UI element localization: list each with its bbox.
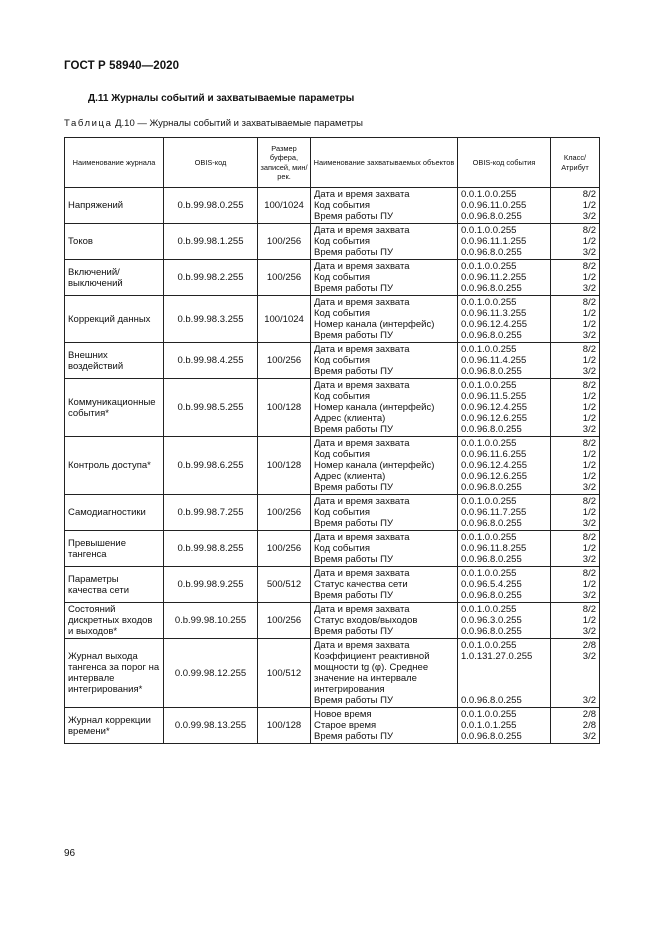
captured-objects-cell-line: значение на интервале <box>314 673 417 684</box>
captured-objects-cell-line: Статус входов/выходов <box>314 615 418 626</box>
event-obis-cell-line: 0.0.96.12.6.255 <box>461 471 528 482</box>
event-obis-cell-line: 0.0.1.0.1.255 <box>461 720 517 731</box>
event-obis-cell-line: 0.0.1.0.0.255 <box>461 380 517 391</box>
captured-objects-cell <box>311 260 458 296</box>
class-attribute-cell-line: 8/2 <box>582 532 596 543</box>
captured-objects-cell-line: Код события <box>314 543 371 554</box>
class-attribute-cell <box>551 531 600 567</box>
captured-objects-cell-line: Адрес (клиента) <box>314 471 386 482</box>
event-obis-cell-line: 0.0.1.0.0.255 <box>461 604 517 615</box>
class-attribute-cell-line: 1/2 <box>582 355 596 366</box>
class-attribute-cell-line: 8/2 <box>582 604 596 615</box>
class-attribute-cell-line: 3/2 <box>582 247 596 258</box>
class-attribute-cell <box>551 224 600 260</box>
captured-objects-cell-line: Время работы ПУ <box>314 283 393 294</box>
captured-objects-cell-line: Время работы ПУ <box>314 482 393 493</box>
captured-objects-cell-line: Дата и время захвата <box>314 640 410 651</box>
log-name-cell: Коррекций данных <box>65 296 164 343</box>
captured-objects-cell <box>311 379 458 437</box>
class-attribute-cell-line: 1/2 <box>582 272 596 283</box>
captured-objects-cell-line: Номер канала (интерфейс) <box>314 319 435 330</box>
log-name-cell: Превышение тангенса <box>65 531 164 567</box>
class-attribute-cell <box>551 260 600 296</box>
buffer-size-cell: 100/256 <box>258 531 311 567</box>
captured-objects-cell-line: Дата и время захвата <box>314 189 410 200</box>
buffer-size-cell: 100/256 <box>258 224 311 260</box>
log-name-cell: Состояний дискретных входов и выходов* <box>65 603 164 639</box>
class-attribute-cell-line: 1/2 <box>582 615 596 626</box>
buffer-size-cell: 100/256 <box>258 260 311 296</box>
class-attribute-cell-line <box>554 684 596 695</box>
log-name-cell: Параметры качества сети <box>65 567 164 603</box>
captured-objects-cell-line: Дата и время захвата <box>314 344 410 355</box>
captured-objects-cell <box>311 296 458 343</box>
col-header-objects: Наименование захватываемых объектов <box>311 138 458 188</box>
captured-objects-cell-line: Время работы ПУ <box>314 330 393 341</box>
log-name-cell: Журнал коррекции времени* <box>65 708 164 744</box>
buffer-size-cell: 100/128 <box>258 437 311 495</box>
captured-objects-cell-line: Код события <box>314 391 371 402</box>
class-attribute-cell-line: 3/2 <box>582 211 596 222</box>
event-obis-cell <box>458 296 551 343</box>
obis-code-cell: 0.0.99.98.13.255 <box>164 708 258 744</box>
event-obis-cell-line: 0.0.96.8.0.255 <box>461 283 522 294</box>
obis-code-cell: 0.b.99.98.2.255 <box>164 260 258 296</box>
captured-objects-cell-line: Код события <box>314 449 371 460</box>
captured-objects-cell-line: Время работы ПУ <box>314 695 393 706</box>
event-obis-cell-line: 0.0.1.0.0.255 <box>461 297 517 308</box>
captured-objects-cell-line: Код события <box>314 236 371 247</box>
event-obis-cell-line: 0.0.96.5.4.255 <box>461 579 522 590</box>
class-attribute-cell-line: 1/2 <box>582 579 596 590</box>
section-title: Д.11 Журналы событий и захватываемые параметры <box>88 93 355 104</box>
event-obis-cell-line: 0.0.96.12.4.255 <box>461 319 528 330</box>
class-attribute-cell-line: 3/2 <box>582 554 596 565</box>
event-obis-cell-line: 0.0.96.8.0.255 <box>461 330 522 341</box>
class-attribute-cell <box>551 639 600 708</box>
class-attribute-cell-line: 1/2 <box>582 236 596 247</box>
captured-objects-cell-line: Код события <box>314 355 371 366</box>
buffer-size-cell: 100/256 <box>258 343 311 379</box>
buffer-size-cell: 100/1024 <box>258 296 311 343</box>
event-obis-cell-line: 0.0.96.11.5.255 <box>461 391 527 402</box>
class-attribute-cell <box>551 343 600 379</box>
event-obis-cell-line: 0.0.1.0.0.255 <box>461 496 517 507</box>
event-obis-cell-line: 0.0.1.0.0.255 <box>461 709 517 720</box>
event-obis-cell-line: 0.0.96.8.0.255 <box>461 695 522 706</box>
table-row <box>65 260 600 296</box>
table-body <box>65 188 600 744</box>
captured-objects-cell-line: Дата и время захвата <box>314 496 410 507</box>
obis-code-cell: 0.b.99.98.10.255 <box>164 603 258 639</box>
class-attribute-cell-line: 3/2 <box>582 283 596 294</box>
class-attribute-cell-line: 8/2 <box>582 380 596 391</box>
event-obis-cell-line: 0.0.96.8.0.255 <box>461 590 522 601</box>
class-attribute-cell-line: 8/2 <box>582 297 596 308</box>
event-obis-cell <box>458 379 551 437</box>
event-obis-cell-line: 0.0.96.11.7.255 <box>461 507 527 518</box>
captured-objects-cell <box>311 437 458 495</box>
class-attribute-cell-line: 1/2 <box>582 449 596 460</box>
table-header-row <box>65 138 600 188</box>
obis-code-cell: 0.b.99.98.3.255 <box>164 296 258 343</box>
obis-code-cell: 0.b.99.98.7.255 <box>164 495 258 531</box>
log-name-cell: Самодиагностики <box>65 495 164 531</box>
captured-objects-cell-line: мощности tg (φ). Среднее <box>314 662 429 673</box>
captured-objects-cell <box>311 343 458 379</box>
event-obis-cell-line: 0.0.96.12.4.255 <box>461 460 528 471</box>
table-caption-prefix: Таблица <box>64 118 113 129</box>
log-name-cell: Контроль доступа* <box>65 437 164 495</box>
class-attribute-cell-line: 1/2 <box>582 460 596 471</box>
event-obis-cell-line: 0.0.96.12.6.255 <box>461 413 528 424</box>
obis-code-cell: 0.b.99.98.1.255 <box>164 224 258 260</box>
captured-objects-cell-line: Время работы ПУ <box>314 731 393 742</box>
buffer-size-cell: 100/1024 <box>258 188 311 224</box>
class-attribute-cell <box>551 708 600 744</box>
class-attribute-cell-line: 3/2 <box>582 626 596 637</box>
event-obis-cell-line: 0.0.1.0.0.255 <box>461 568 517 579</box>
table-caption <box>64 118 363 129</box>
captured-objects-cell-line: Время работы ПУ <box>314 366 393 377</box>
event-obis-cell-line: 0.0.96.11.3.255 <box>461 308 527 319</box>
captured-objects-cell-line: Дата и время захвата <box>314 604 410 615</box>
captured-objects-cell-line: Код события <box>314 507 371 518</box>
captured-objects-cell-line: Коэффициент реактивной <box>314 651 430 662</box>
captured-objects-cell <box>311 567 458 603</box>
log-name-cell: Коммуникационные события* <box>65 379 164 437</box>
obis-code-cell: 0.b.99.98.8.255 <box>164 531 258 567</box>
captured-objects-cell-line: Время работы ПУ <box>314 211 393 222</box>
class-attribute-cell-line: 1/2 <box>582 543 596 554</box>
obis-code-cell: 0.b.99.98.9.255 <box>164 567 258 603</box>
class-attribute-cell-line: 1/2 <box>582 507 596 518</box>
captured-objects-cell-line: Дата и время захвата <box>314 380 410 391</box>
class-attribute-cell-line: 8/2 <box>582 496 596 507</box>
event-obis-cell-line: 0.0.96.11.1.255 <box>461 236 527 247</box>
event-obis-cell-line: 0.0.96.8.0.255 <box>461 626 522 637</box>
class-attribute-cell-line: 3/2 <box>582 695 596 706</box>
event-obis-cell <box>458 260 551 296</box>
class-attribute-cell-line: 2/8 <box>582 640 596 651</box>
captured-objects-cell-line: Дата и время захвата <box>314 297 410 308</box>
table-row <box>65 567 600 603</box>
captured-objects-cell-line: Старое время <box>314 720 377 731</box>
log-name-cell: Журнал выхода тангенса за порог на интервале интегрирования* <box>65 639 164 708</box>
table-row <box>65 343 600 379</box>
document-header: ГОСТ Р 58940—2020 <box>64 60 180 72</box>
col-header-log-name: Наименование журнала <box>65 138 164 188</box>
class-attribute-cell-line: 1/2 <box>582 413 596 424</box>
captured-objects-cell-line: Адрес (клиента) <box>314 413 386 424</box>
event-obis-cell <box>458 567 551 603</box>
class-attribute-cell <box>551 379 600 437</box>
class-attribute-cell-line: 3/2 <box>582 424 596 435</box>
class-attribute-cell-line: 2/8 <box>582 709 596 720</box>
captured-objects-cell-line: Время работы ПУ <box>314 247 393 258</box>
table-row <box>65 531 600 567</box>
event-obis-cell-line <box>461 684 547 695</box>
event-obis-cell-line <box>461 662 547 673</box>
table-caption-text: Д.10 — Журналы событий и захватываемые параметры <box>115 118 363 129</box>
event-obis-cell-line: 1.0.131.27.0.255 <box>461 651 533 662</box>
captured-objects-cell <box>311 495 458 531</box>
event-obis-cell-line: 0.0.1.0.0.255 <box>461 532 517 543</box>
buffer-size-cell: 100/256 <box>258 495 311 531</box>
class-attribute-cell-line: 3/2 <box>582 518 596 529</box>
buffer-size-cell: 100/256 <box>258 603 311 639</box>
class-attribute-cell-line: 1/2 <box>582 308 596 319</box>
event-obis-cell-line: 0.0.96.8.0.255 <box>461 731 522 742</box>
event-obis-cell-line: 0.0.96.11.4.255 <box>461 355 527 366</box>
event-obis-cell-line: 0.0.96.8.0.255 <box>461 518 522 529</box>
col-header-buffer: Размер буфера, записей, мин/рек. <box>258 138 311 188</box>
captured-objects-cell-line: Время работы ПУ <box>314 518 393 529</box>
class-attribute-cell-line: 8/2 <box>582 568 596 579</box>
buffer-size-cell: 100/128 <box>258 379 311 437</box>
col-header-event-obis: OBIS-код события <box>458 138 551 188</box>
class-attribute-cell <box>551 437 600 495</box>
event-obis-cell-line: 0.0.96.11.8.255 <box>461 543 527 554</box>
table-row <box>65 379 600 437</box>
class-attribute-cell <box>551 188 600 224</box>
captured-objects-cell-line: Дата и время захвата <box>314 261 410 272</box>
event-obis-cell <box>458 224 551 260</box>
log-name-cell: Внешних воздействий <box>65 343 164 379</box>
event-obis-cell-line: 0.0.96.12.4.255 <box>461 402 528 413</box>
event-obis-cell-line: 0.0.96.8.0.255 <box>461 366 522 377</box>
obis-code-cell: 0.b.99.98.5.255 <box>164 379 258 437</box>
captured-objects-cell-line: Дата и время захвата <box>314 532 410 543</box>
buffer-size-cell: 100/512 <box>258 639 311 708</box>
page-number: 96 <box>64 848 76 859</box>
captured-objects-cell-line: Номер канала (интерфейс) <box>314 460 435 471</box>
table-row <box>65 188 600 224</box>
class-attribute-cell-line: 3/2 <box>582 330 596 341</box>
captured-objects-cell-line: Статус качества сети <box>314 579 408 590</box>
captured-objects-cell <box>311 603 458 639</box>
table-row <box>65 224 600 260</box>
class-attribute-cell-line: 1/2 <box>582 200 596 211</box>
table-row <box>65 639 600 708</box>
log-name-cell: Напряжений <box>65 188 164 224</box>
captured-objects-cell <box>311 531 458 567</box>
captured-objects-cell <box>311 708 458 744</box>
class-attribute-cell-line <box>554 662 596 673</box>
event-obis-cell-line: 0.0.1.0.0.255 <box>461 189 517 200</box>
class-attribute-cell <box>551 567 600 603</box>
captured-objects-cell-line: Код события <box>314 200 371 211</box>
log-name-cell: Включений/ выключений <box>65 260 164 296</box>
table-row <box>65 437 600 495</box>
captured-objects-cell-line: Номер канала (интерфейс) <box>314 402 435 413</box>
obis-code-cell: 0.b.99.98.4.255 <box>164 343 258 379</box>
event-obis-cell <box>458 343 551 379</box>
class-attribute-cell <box>551 495 600 531</box>
event-logs-table <box>64 137 600 744</box>
event-obis-cell-line: 0.0.96.3.0.255 <box>461 615 522 626</box>
table-row <box>65 495 600 531</box>
captured-objects-cell <box>311 224 458 260</box>
event-obis-cell-line: 0.0.1.0.0.255 <box>461 640 517 651</box>
col-header-obis: OBIS-код <box>164 138 258 188</box>
captured-objects-cell <box>311 639 458 708</box>
class-attribute-cell-line: 1/2 <box>582 471 596 482</box>
class-attribute-cell-line: 8/2 <box>582 438 596 449</box>
event-obis-cell <box>458 603 551 639</box>
class-attribute-cell-line: 8/2 <box>582 189 596 200</box>
obis-code-cell: 0.0.99.98.12.255 <box>164 639 258 708</box>
class-attribute-cell-line <box>554 673 596 684</box>
class-attribute-cell-line: 1/2 <box>582 402 596 413</box>
class-attribute-cell-line: 1/2 <box>582 319 596 330</box>
event-obis-cell-line: 0.0.96.8.0.255 <box>461 554 522 565</box>
event-obis-cell-line: 0.0.96.8.0.255 <box>461 482 522 493</box>
log-name-cell: Токов <box>65 224 164 260</box>
class-attribute-cell <box>551 296 600 343</box>
captured-objects-cell-line: Время работы ПУ <box>314 590 393 601</box>
captured-objects-cell-line: Код события <box>314 272 371 283</box>
buffer-size-cell: 500/512 <box>258 567 311 603</box>
event-obis-cell-line: 0.0.1.0.0.255 <box>461 261 517 272</box>
class-attribute-cell-line: 3/2 <box>582 651 596 662</box>
event-obis-cell <box>458 188 551 224</box>
class-attribute-cell-line: 8/2 <box>582 225 596 236</box>
table-row <box>65 296 600 343</box>
captured-objects-cell-line: Код события <box>314 308 371 319</box>
event-obis-cell-line: 0.0.96.11.0.255 <box>461 200 527 211</box>
captured-objects-cell-line: Дата и время захвата <box>314 225 410 236</box>
class-attribute-cell-line: 3/2 <box>582 731 596 742</box>
event-obis-cell-line: 0.0.96.8.0.255 <box>461 211 522 222</box>
event-obis-cell <box>458 531 551 567</box>
event-obis-cell-line: 0.0.96.8.0.255 <box>461 424 522 435</box>
event-obis-cell-line: 0.0.1.0.0.255 <box>461 438 517 449</box>
captured-objects-cell-line: интегрирования <box>314 684 385 695</box>
event-obis-cell-line: 0.0.1.0.0.255 <box>461 344 517 355</box>
class-attribute-cell-line: 3/2 <box>582 366 596 377</box>
captured-objects-cell <box>311 188 458 224</box>
event-obis-cell <box>458 639 551 708</box>
event-obis-cell <box>458 495 551 531</box>
class-attribute-cell-line: 1/2 <box>582 391 596 402</box>
event-obis-cell-line: 0.0.1.0.0.255 <box>461 225 517 236</box>
event-obis-cell-line: 0.0.96.8.0.255 <box>461 247 522 258</box>
class-attribute-cell-line: 8/2 <box>582 261 596 272</box>
obis-code-cell: 0.b.99.98.6.255 <box>164 437 258 495</box>
obis-code-cell: 0.b.99.98.0.255 <box>164 188 258 224</box>
table-row <box>65 603 600 639</box>
captured-objects-cell-line: Время работы ПУ <box>314 554 393 565</box>
buffer-size-cell: 100/128 <box>258 708 311 744</box>
class-attribute-cell-line: 2/8 <box>582 720 596 731</box>
event-obis-cell <box>458 437 551 495</box>
event-obis-cell-line: 0.0.96.11.6.255 <box>461 449 527 460</box>
col-header-class-attr: Класс/ Атрибут <box>551 138 600 188</box>
event-obis-cell-line: 0.0.96.11.2.255 <box>461 272 527 283</box>
captured-objects-cell-line: Время работы ПУ <box>314 424 393 435</box>
captured-objects-cell-line: Дата и время захвата <box>314 438 410 449</box>
captured-objects-cell-line: Дата и время захвата <box>314 568 410 579</box>
class-attribute-cell-line: 8/2 <box>582 344 596 355</box>
event-obis-cell-line <box>461 673 547 684</box>
class-attribute-cell <box>551 603 600 639</box>
class-attribute-cell-line: 3/2 <box>582 590 596 601</box>
captured-objects-cell-line: Новое время <box>314 709 372 720</box>
event-obis-cell <box>458 708 551 744</box>
captured-objects-cell-line: Время работы ПУ <box>314 626 393 637</box>
table-row <box>65 708 600 744</box>
class-attribute-cell-line: 3/2 <box>582 482 596 493</box>
